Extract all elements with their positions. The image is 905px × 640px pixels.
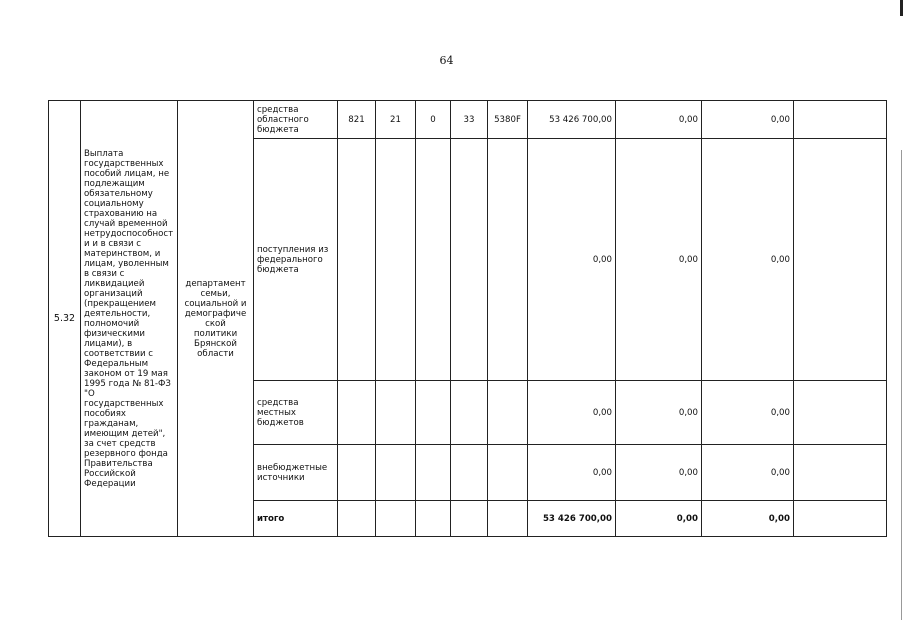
- code-event: [451, 381, 488, 445]
- code-subprogram: [416, 445, 451, 501]
- code-direction: [488, 381, 528, 445]
- edge-line: [901, 150, 902, 620]
- row-number: 5.32: [49, 101, 81, 537]
- code-admin: [338, 445, 376, 501]
- value-extra: [794, 381, 887, 445]
- source-label: средства местных бюджетов: [254, 381, 338, 445]
- code-section: [376, 501, 416, 537]
- value-year-3: 0,00: [702, 101, 794, 139]
- code-admin: [338, 381, 376, 445]
- source-label: внебюджетные источники: [254, 445, 338, 501]
- source-label: средства областного бюджета: [254, 101, 338, 139]
- total-value-extra: [794, 501, 887, 537]
- code-section: 21: [376, 101, 416, 139]
- row-department: департамент семьи, социальной и демографиче ской политики Брянской области: [178, 101, 254, 537]
- code-direction: [488, 501, 528, 537]
- code-admin: [338, 501, 376, 537]
- total-value-year-3: 0,00: [702, 501, 794, 537]
- code-direction: 5380F: [488, 101, 528, 139]
- budget-table: [48, 100, 887, 537]
- value-year-1: 0,00: [528, 381, 616, 445]
- code-subprogram: [416, 501, 451, 537]
- value-extra: [794, 445, 887, 501]
- value-year-3: 0,00: [702, 381, 794, 445]
- source-label: поступления из федерального бюджета: [254, 139, 338, 381]
- total-value-year-1: 53 426 700,00: [528, 501, 616, 537]
- code-event: [451, 445, 488, 501]
- table-row-regional: [49, 101, 887, 139]
- value-extra: [794, 139, 887, 381]
- value-year-2: 0,00: [616, 101, 702, 139]
- code-admin: 821: [338, 101, 376, 139]
- code-subprogram: [416, 139, 451, 381]
- code-subprogram: 0: [416, 101, 451, 139]
- code-section: [376, 139, 416, 381]
- code-event: [451, 501, 488, 537]
- value-year-1: 0,00: [528, 445, 616, 501]
- code-subprogram: [416, 381, 451, 445]
- code-direction: [488, 139, 528, 381]
- value-year-3: 0,00: [702, 139, 794, 381]
- code-section: [376, 445, 416, 501]
- total-value-year-2: 0,00: [616, 501, 702, 537]
- value-extra: [794, 101, 887, 139]
- value-year-2: 0,00: [616, 445, 702, 501]
- row-description: Выплата государственных пособий лицам, не подлежащим обязательному социальному страхованию на случай временной нетрудоспособност и и в связи с материнством, и лицам, уволенным в связи с ликвидацией организаций (прекращением деятельности, полномочий физическими лицами), в соответствии с Федеральным законом от 19 мая 1995 года № 81-ФЗ "О государственных пособиях гражданам, имеющим детей", за счет средств резервного фонда Правительства Российской Федерации: [81, 101, 178, 537]
- page-number: 64: [439, 54, 454, 67]
- code-event: 33: [451, 101, 488, 139]
- value-year-1: 0,00: [528, 139, 616, 381]
- value-year-2: 0,00: [616, 139, 702, 381]
- code-section: [376, 381, 416, 445]
- code-event: [451, 139, 488, 381]
- code-admin: [338, 139, 376, 381]
- value-year-1: 53 426 700,00: [528, 101, 616, 139]
- total-label: итого: [254, 501, 338, 537]
- value-year-3: 0,00: [702, 445, 794, 501]
- edge-mark: [900, 0, 903, 16]
- value-year-2: 0,00: [616, 381, 702, 445]
- code-direction: [488, 445, 528, 501]
